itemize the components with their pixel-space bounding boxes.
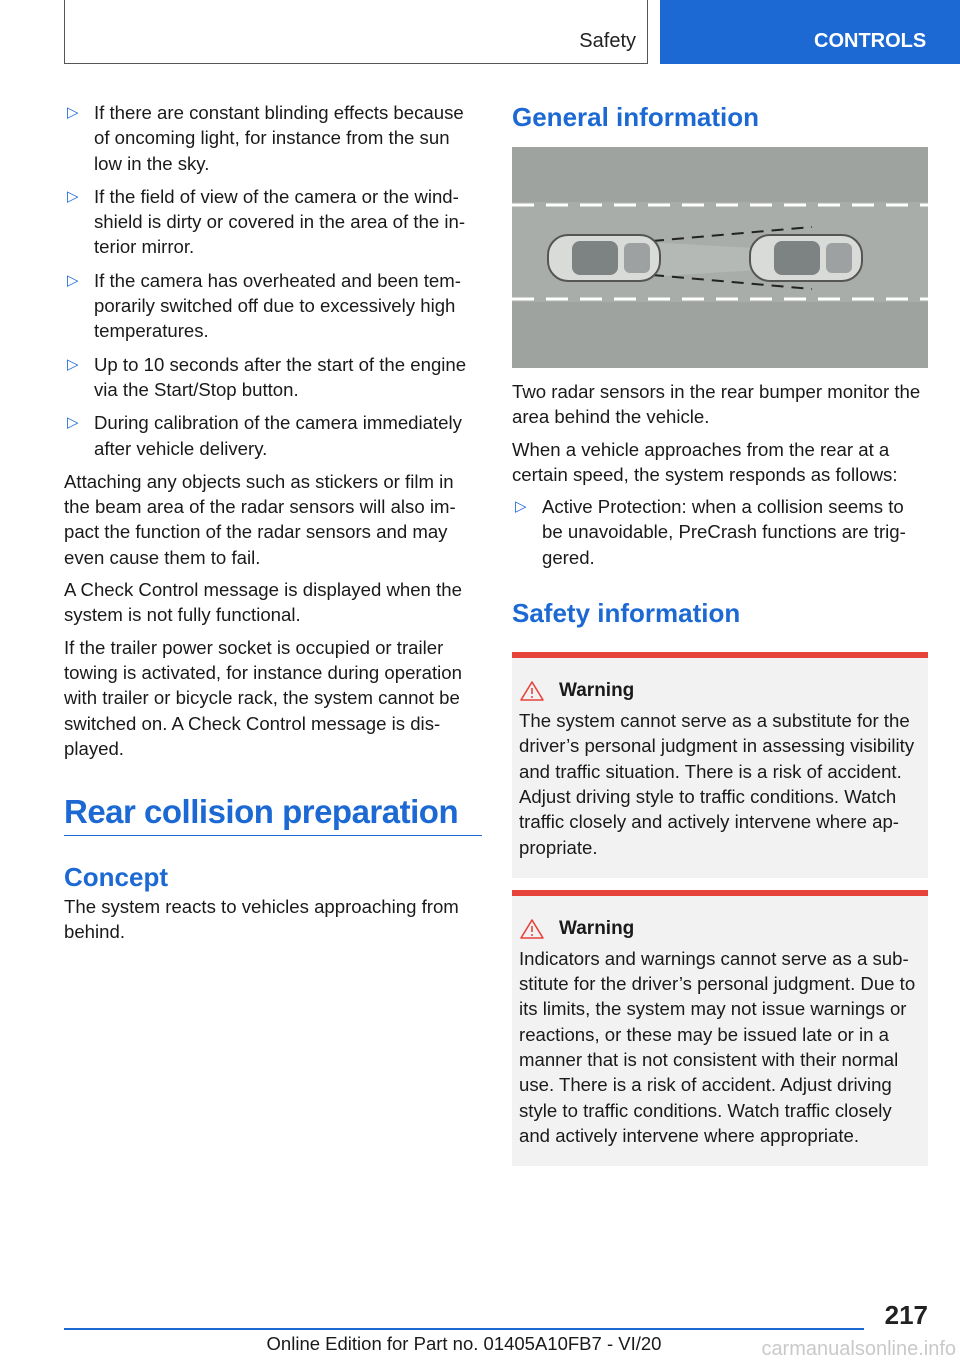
chapter-heading: Rear collision preparation	[64, 793, 459, 831]
list-item: ▷ If the camera has overheated and been temporarily switched off due to excessively high temperatures.	[67, 269, 461, 342]
radar-illustration	[512, 147, 928, 368]
warning-triangle-icon	[519, 918, 559, 940]
concept-heading: Concept	[64, 862, 168, 893]
warning-text: The system cannot serve as a substitute for the driver’s personal judgment in assessing visibility and traffic situation. There is a risk of accident. Adjust driving style to traffic conditions. Watch traffic closely and actively intervene where appropriate.	[519, 710, 915, 858]
paragraph-vehicle-approach: When a vehicle approaches from the rear at a certain speed, the system responds as follows:	[512, 438, 898, 485]
warning-header	[519, 678, 922, 704]
left-column	[64, 100, 482, 952]
header-section-title: Safety	[579, 30, 636, 52]
general-information-heading: General information	[512, 102, 760, 132]
triangle-bullet-icon: ▷	[67, 414, 79, 432]
list-item: ▷ During calibration of the camera immediately after vehicle delivery.	[67, 412, 462, 459]
triangle-bullet-icon: ▷	[67, 187, 79, 205]
list-item: ▷ If the field of view of the camera or the windshield is dirty or covered in the area of the interior mirror.	[67, 185, 466, 258]
road-diagram-icon	[512, 147, 928, 368]
warning-box	[512, 652, 928, 878]
triangle-bullet-icon: ▷	[67, 104, 79, 121]
warning-header	[519, 916, 922, 942]
page-number: 217	[884, 1300, 928, 1330]
right-column	[512, 100, 928, 1166]
warning-box	[512, 890, 928, 1166]
triangle-bullet-icon: ▷	[515, 498, 527, 516]
warning-title: Warning	[559, 680, 635, 702]
paragraph-radar-objects: Attaching any objects such as stickers or film in the beam area of the radar sensors will also impact the function of the radar sensors and may even cause them to fail.	[64, 470, 456, 568]
footer-edition: Online Edition for Part no. 01405A10FB7 - VI/20	[266, 1333, 662, 1354]
response-list	[512, 494, 928, 570]
list-item: ▷ Up to 10 seconds after the start of the engine via the Start/Stop button.	[67, 353, 467, 400]
watermark: carmanualsonline.info	[761, 1338, 956, 1360]
heading-rule	[64, 835, 482, 836]
list-item: ▷ If there are constant blinding effects because of oncoming light, for instance from the sun low in the sky.	[67, 102, 464, 174]
paragraph-trailer: If the trailer power socket is occupied or trailer towing is activated, for instance during operation with trailer or bicycle rack, the system cannot be switched on. A Check Control message is displayed.	[64, 636, 462, 759]
warning-title: Warning	[559, 917, 635, 939]
triangle-bullet-icon: ▷	[67, 271, 79, 289]
list-item: ▷ Active Protection: when a collision seems to be unavoidable, PreCrash functions are triggered.	[515, 496, 906, 568]
warning-text: Indicators and warnings cannot serve as a substitute for the driver’s personal judgment. Due to its limits, the system may not issue warnings or reactions, or these may be issued late or in a manner that is not consistent with their normal use. There is a risk of accident. Adjust driving style to traffic conditions. Watch traffic closely and actively intervene where appropriate.	[519, 947, 916, 1146]
safety-information-heading: Safety information	[512, 598, 741, 629]
front-car-icon	[750, 235, 862, 281]
concept-text: The system reacts to vehicles approaching from behind.	[64, 896, 459, 943]
paragraph-radar-sensors: Two radar sensors in the rear bumper monitor the area behind the vehicle.	[512, 381, 921, 428]
header-chapter-tab[interactable]: CONTROLS	[660, 0, 960, 64]
limitations-list	[64, 100, 482, 461]
paragraph-check-control: A Check Control message is displayed when the system is not fully functional.	[64, 579, 462, 626]
rear-car-icon	[548, 235, 660, 281]
footer-rule	[64, 1328, 864, 1330]
triangle-bullet-icon: ▷	[67, 355, 79, 373]
warning-triangle-icon	[519, 680, 559, 702]
